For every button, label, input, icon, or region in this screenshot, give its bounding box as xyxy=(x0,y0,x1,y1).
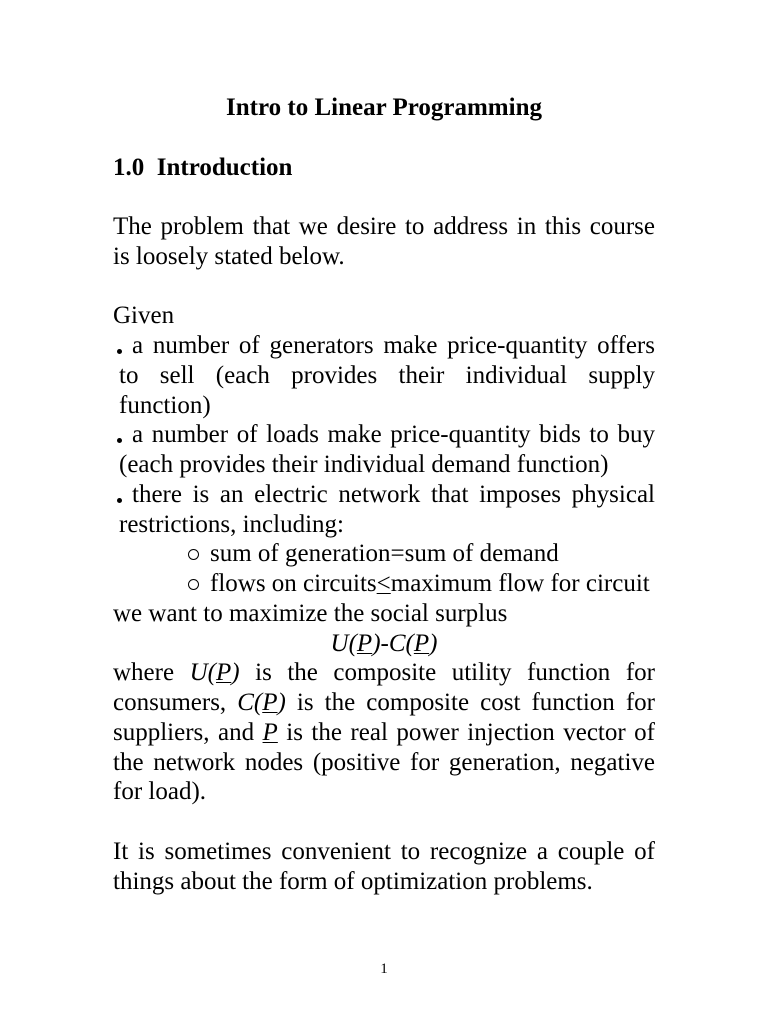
formula-close: ) xyxy=(429,629,438,657)
bullet-text: a number of generators make price-quantity offers xyxy=(132,332,655,359)
power-vector-symbol: P xyxy=(356,629,373,657)
utility-function-symbol: U( xyxy=(189,659,216,687)
bullet-line xyxy=(132,331,655,361)
objective-intro: we want to maximize the social surplus xyxy=(113,599,508,627)
text-run: where xyxy=(113,659,190,687)
bullet-line: to sell (each provides their individual supply xyxy=(119,361,655,389)
bullet-item xyxy=(113,420,655,480)
cost-function-symbol: )-C( xyxy=(372,629,414,657)
paragraph-line xyxy=(113,688,655,718)
bullet-line xyxy=(132,480,655,510)
text-run: consumers, xyxy=(113,689,238,716)
sub-bullet-text: flows on circuits xyxy=(210,570,377,597)
page-number: 1 xyxy=(380,961,388,977)
bullet-dot-icon xyxy=(117,349,122,354)
power-vector-symbol: P xyxy=(262,689,278,716)
less-than-or-equal-symbol: < xyxy=(376,570,391,597)
paragraph-line: The problem that we desire to address in this course xyxy=(113,213,655,240)
text-run: suppliers, and xyxy=(113,718,263,746)
bullet-line: restrictions, including: xyxy=(119,510,344,538)
text-run: is the real power injection vector of xyxy=(277,718,655,746)
paragraph-line xyxy=(113,718,655,748)
utility-function-symbol: U( xyxy=(330,629,357,657)
hollow-circle-icon xyxy=(188,549,199,560)
bullet-text: there is an electric network that imposes physical xyxy=(132,480,655,508)
hollow-circle-icon xyxy=(188,579,199,590)
objective-formula xyxy=(113,629,655,659)
bullet-line: (each provides their individual demand function) xyxy=(119,451,609,478)
closing-paragraph xyxy=(113,837,655,897)
bullet-text: a number of loads make price-quantity bids to buy xyxy=(132,421,655,449)
power-vector-symbol: P xyxy=(262,718,278,746)
given-label: Given xyxy=(113,302,175,330)
text-run: is the composite cost function for xyxy=(285,689,655,716)
sub-bullet-text: maximum flow for circuit xyxy=(390,570,650,597)
text-run: is the composite utility function for xyxy=(239,659,655,687)
paragraph-line: things about the form of optimization problems. xyxy=(113,867,593,895)
symbol-close: ) xyxy=(231,659,240,687)
bullet-dot-icon xyxy=(117,438,122,443)
power-vector-symbol: P xyxy=(413,629,430,657)
bullet-list xyxy=(113,331,655,539)
bullet-line xyxy=(132,420,655,450)
bullet-dot-icon xyxy=(117,498,122,503)
cost-function-symbol: C( xyxy=(237,689,263,716)
definition-paragraph xyxy=(113,658,655,807)
power-vector-symbol: P xyxy=(216,659,232,687)
intro-paragraph xyxy=(113,212,655,272)
paragraph-line: for load). xyxy=(113,778,207,806)
document-title: Intro to Linear Programming xyxy=(226,94,542,121)
sub-bullet-list xyxy=(113,539,655,599)
document-body xyxy=(113,93,655,896)
sub-bullet-text: sum of generation=sum of demand xyxy=(210,540,559,568)
paragraph-line: It is sometimes convenient to recognize a couple of xyxy=(113,837,655,865)
symbol-close: ) xyxy=(277,689,286,716)
sub-bullet-item xyxy=(210,569,655,599)
paragraph-line: is loosely stated below. xyxy=(113,242,345,270)
paragraph-line: the network nodes (positive for generation, negative xyxy=(113,748,655,776)
section-heading: 1.0 Introduction xyxy=(113,153,293,181)
bullet-item xyxy=(113,331,655,420)
bullet-item xyxy=(113,480,655,540)
bullet-line: function) xyxy=(119,391,211,419)
paragraph-line xyxy=(113,658,655,688)
sub-bullet-item xyxy=(210,539,655,569)
